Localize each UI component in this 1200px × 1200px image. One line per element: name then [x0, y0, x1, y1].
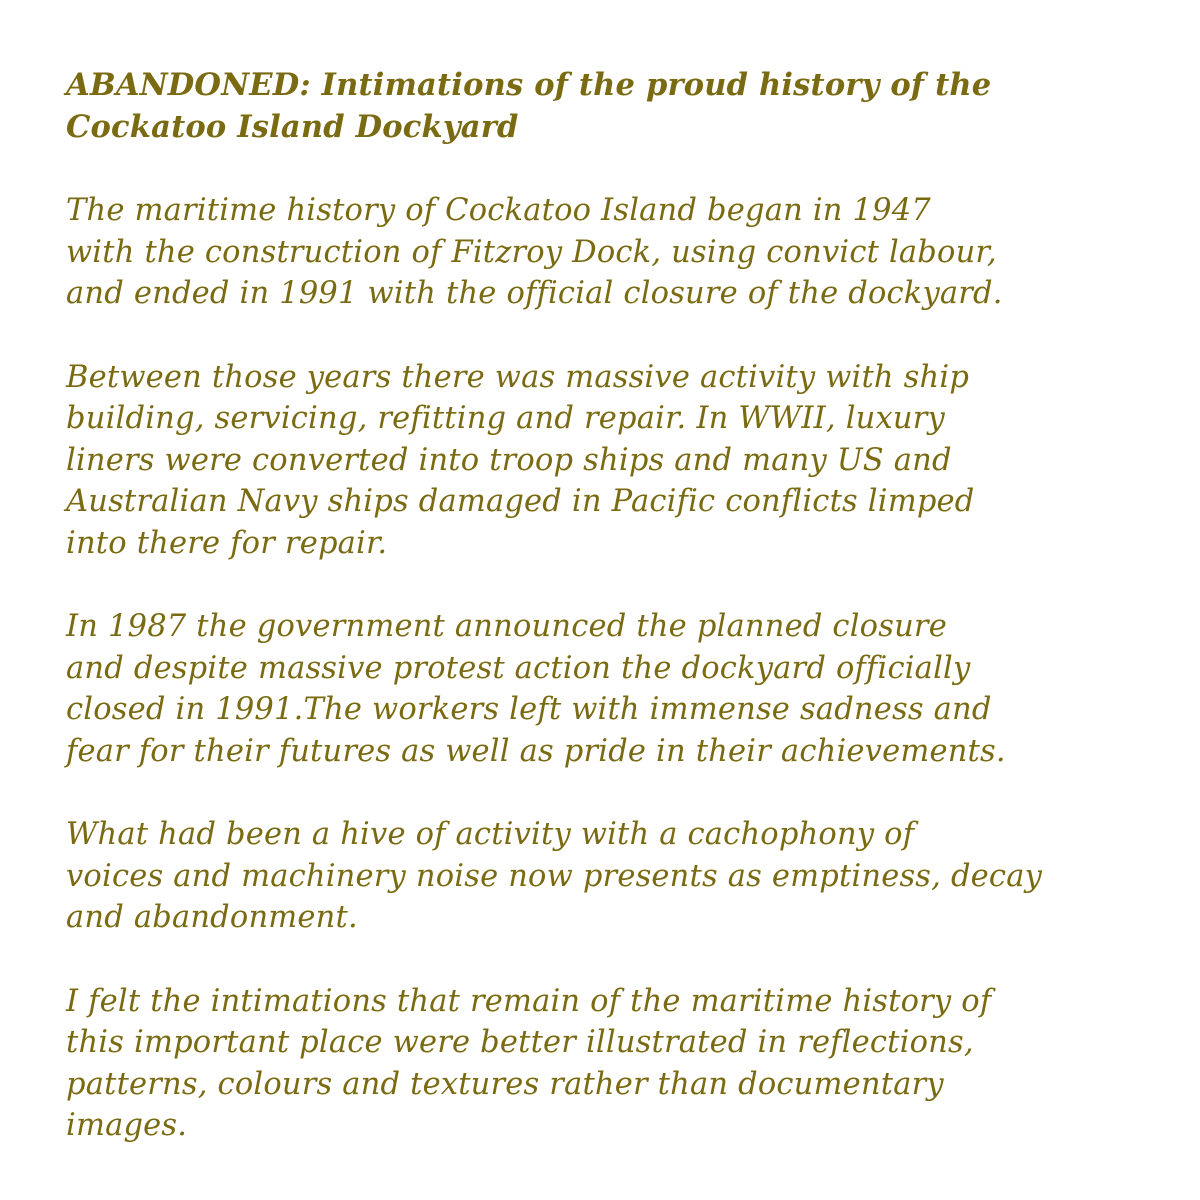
paragraph-history-overview: The maritime history of Cockatoo Island began in 1947 with the construction of Fitzroy Dock, using convict labour, and ended in 1991 with the official closure of the dockyard.: [66, 193, 1003, 311]
document-title: ABANDONED: Intimations of the proud history of the Cockatoo Island Dockyard: [66, 67, 992, 145]
paragraph-closure: In 1987 the government announced the planned closure and despite massive protest action the dockyard officially closed in 1991.The workers left with immense sadness and fear for their futures as well as pride in their achievements.: [66, 609, 1006, 769]
paragraph-abandonment: What had been a hive of activity with a cachophony of voices and machinery noise now presents as emptiness, decay and abandonment.: [66, 817, 1043, 935]
document-body: [66, 64, 1186, 1147]
paragraph-wartime-activity: Between those years there was massive activity with ship building, servicing, refitting and repair. In WWII, luxury liners were converted into troop ships and many US and Australian Navy ships damaged in Pacific conflicts limped into there for repair.: [66, 359, 975, 561]
paragraph-artist-statement: I felt the intimations that remain of the maritime history of this important place were better illustrated in reflections, patterns, colours and textures rather than documentary images.: [66, 983, 992, 1143]
